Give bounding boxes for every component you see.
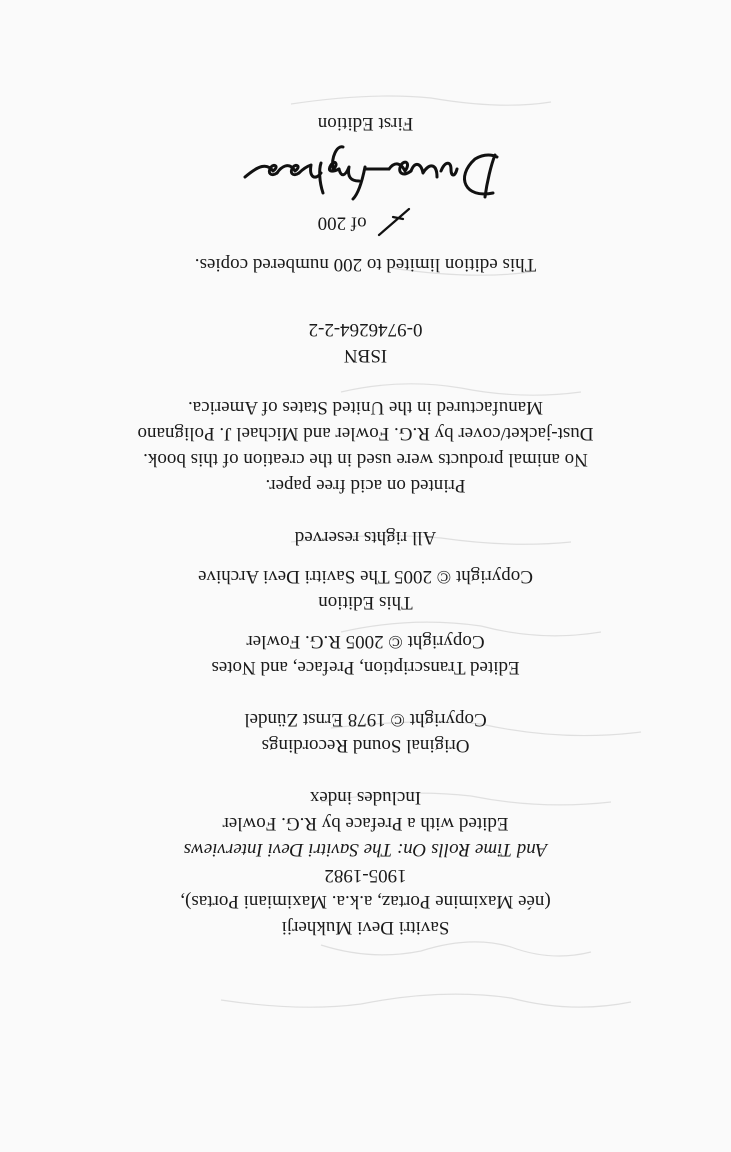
index-note: Includes index — [309, 787, 422, 808]
animal-note: No animal products were used in the creation of this book. — [143, 449, 588, 470]
recordings-heading: Original Sound Recordings — [261, 735, 470, 756]
author-birth-name: (née Maximine Portaz, a.k.a. Maximiani Portas), — [180, 891, 551, 912]
handwritten-signature — [216, 143, 516, 207]
recordings-copyright: Copyright © 1978 Ernst Zündel — [244, 709, 487, 730]
author-name: Savitri Devi Mukherji — [281, 917, 450, 938]
author-dates: 1905-1982 — [324, 865, 407, 886]
numbered-copy — [0, 205, 731, 239]
isbn-number: 0-9746264-2-2 — [308, 319, 423, 340]
signature — [0, 147, 731, 207]
paper-note: Printed on acid free paper. — [265, 475, 466, 496]
edition-heading: This Edition — [318, 592, 413, 613]
handwritten-number-mark — [373, 205, 413, 239]
edition-copyright: Copyright © 2005 The Savitri Devi Archive — [198, 566, 533, 587]
first-edition: First Edition — [317, 113, 414, 134]
transcription-copyright: Copyright © 2005 R.G. Fowler — [246, 631, 485, 652]
book-title: And Time Rolls On: The Savitri Devi Interviews — [183, 839, 548, 860]
editor-line: Edited with a Preface by R.G. Fowler — [222, 813, 509, 834]
isbn-label: ISBN — [343, 345, 388, 366]
limited-statement: This edition limited to 200 numbered copies. — [194, 254, 537, 275]
all-rights-reserved: All rights reserved — [294, 527, 437, 548]
number-of-label: of 200 — [317, 212, 367, 234]
manufactured-note: Manufactured in the United States of America. — [187, 397, 544, 418]
jacket-credit: Dust-jacket/cover by R.G. Fowler and Michael J. Polignano — [137, 423, 594, 444]
transcription-heading: Edited Transcription, Preface, and Notes — [211, 657, 520, 678]
